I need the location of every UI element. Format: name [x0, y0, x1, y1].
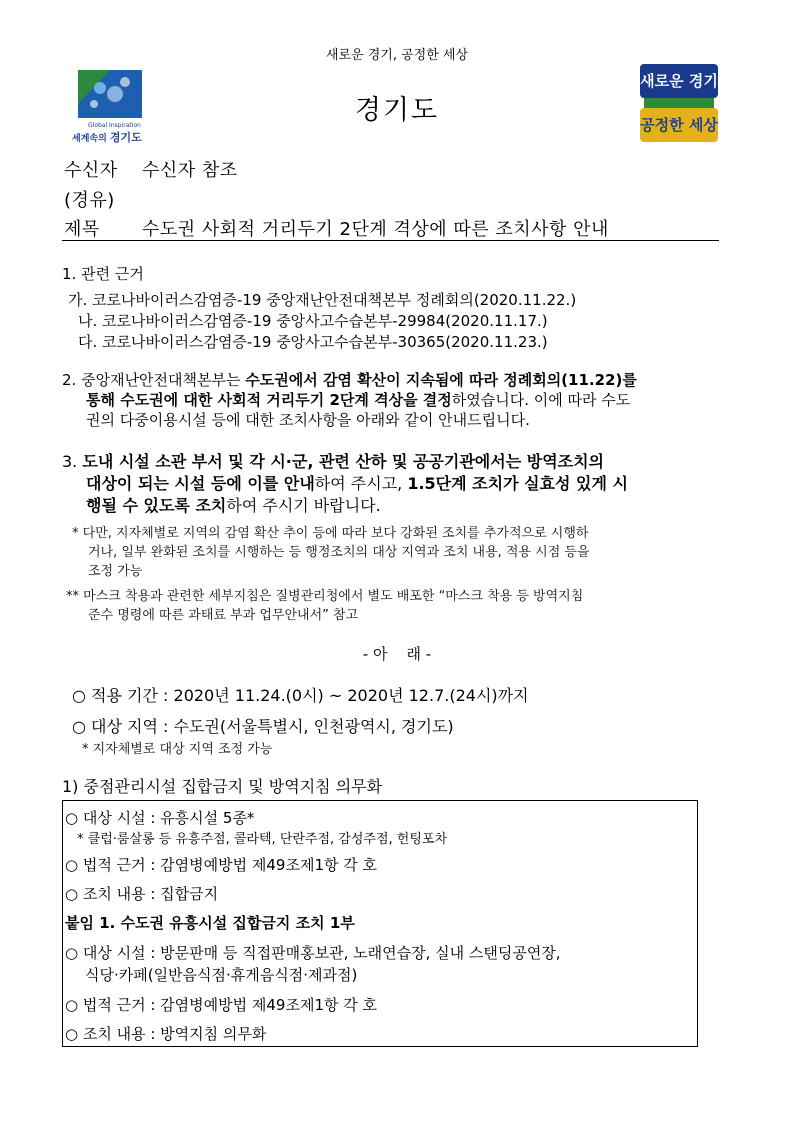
- section2-line2: 통해 수도권에 대한 사회적 거리두기 2단계 격상을 결정하였습니다. 이에 따라 수도: [86, 391, 631, 409]
- section3-line2: 대상이 되는 시설 등에 이를 안내하여 주시고, 1.5단계 조치가 실효성 있게 시: [86, 474, 628, 493]
- section1-item-a: 가. 코로나바이러스감염증-19 중앙재난안전대책본부 정례회의(2020.11.22.): [68, 291, 577, 309]
- box-target-facility-2: ○ 대상 시설 : 방문판매 등 직접판매홍보관, 노래연습장, 실내 스탠딩공연장,: [65, 944, 561, 962]
- section3-line1: 3. 도내 시설 소관 부서 및 각 시·군, 관련 산하 및 공공기관에서는 방역조치의: [62, 452, 605, 471]
- section1-heading: 1. 관련 근거: [62, 265, 144, 283]
- section3-note2-line2: 준수 명령에 따른 과태료 부과 업무안내서” 참고: [88, 608, 359, 623]
- box-target-facility-2-cont: 식당·카페(일반음식점·휴게음식점·제과점): [85, 966, 358, 984]
- subject-label: 제목: [64, 219, 100, 240]
- logo-left-en: Global Inspiration: [88, 122, 141, 129]
- apply-period: ○ 적용 기간 : 2020년 11.24.(0시) ~ 2020년 12.7.(24시)까지: [72, 686, 529, 705]
- section2-line3: 권의 다중이용시설 등에 대한 조치사항을 아래와 같이 안내드립니다.: [86, 411, 530, 429]
- via-label: (경유): [64, 190, 115, 211]
- header-divider: [62, 240, 719, 241]
- organization-name: 경기도: [354, 95, 440, 126]
- section1-item-b: 나. 코로나바이러스감염증-19 중앙사고수습본부-29984(2020.11.17.): [78, 312, 548, 330]
- logo-right-line2: 공정한 세상: [640, 108, 718, 142]
- recipient-row: [64, 156, 238, 182]
- box-measure-2: ○ 조치 내용 : 방역지침 의무화: [65, 1025, 267, 1043]
- box-attachment: 붙임 1. 수도권 유흥시설 집합금지 조치 1부: [65, 914, 355, 932]
- logo-left-ko-name: 경기도: [109, 131, 142, 144]
- logo-right-line1: 새로운 경기: [640, 64, 718, 98]
- box-legal-basis-2: ○ 법적 근거 : 감염병예방법 제49조제1항 각 호: [65, 996, 377, 1014]
- subject-row: [64, 215, 609, 241]
- recipient-label: 수신자: [64, 160, 118, 181]
- box-target-facility-1: ○ 대상 시설 : 유흥시설 5종*: [65, 809, 255, 827]
- box-measure-1: ○ 조치 내용 : 집합금지: [65, 885, 219, 903]
- section3-note1-line1: * 다만, 지자체별로 지역의 감염 확산 추이 등에 따라 보다 강화된 조치를 추가적으로 시행하: [72, 526, 589, 541]
- section3-line3: 행될 수 있도록 조치하여 주시기 바랍니다.: [86, 496, 381, 515]
- below-marker: - 아 래 -: [362, 645, 432, 663]
- via-row: [64, 186, 115, 212]
- box-legal-basis-1: ○ 법적 근거 : 감염병예방법 제49조제1항 각 호: [65, 856, 377, 874]
- target-region-note: * 지자체별로 대상 지역 조정 가능: [82, 742, 273, 757]
- logo-left-ko-prefix: 세계속의: [72, 134, 107, 144]
- measures-box: [62, 800, 698, 1047]
- subsection1-heading: 1) 중점관리시설 집합금지 및 방역지침 의무화: [62, 777, 383, 796]
- section1-item-c: 다. 코로나바이러스감염증-19 중앙사고수습본부-30365(2020.11.23.): [78, 333, 548, 351]
- new-gyeonggi-logo: [640, 64, 718, 142]
- target-region: ○ 대상 지역 : 수도권(서울특별시, 인천광역시, 경기도): [72, 717, 454, 736]
- slogan: 새로운 경기, 공정한 세상: [325, 48, 469, 63]
- subject-value: 수도권 사회적 거리두기 2단계 격상에 따른 조치사항 안내: [142, 219, 609, 240]
- section3-note1-line3: 조정 가능: [88, 564, 143, 579]
- box-target-facility-1-note: * 클럽·룸살롱 등 유흥주점, 콜라텍, 단란주점, 감성주점, 헌팅포차: [77, 832, 448, 847]
- section2-line1: 2. 중앙재난안전대책본부는 수도권에서 감염 확산이 지속됨에 따라 정례회의(11.22)를: [62, 371, 637, 389]
- section3-note2-line1: ** 마스크 착용과 관련한 세부지침은 질병관리청에서 별도 배포한 “마스크 착용 등 방역지침: [66, 589, 584, 604]
- section3-note1-line2: 거나, 일부 완화된 조치를 시행하는 등 행정조치의 대상 지역과 조치 내용, 적용 시점 등을: [88, 545, 590, 560]
- recipient-value: 수신자 참조: [142, 160, 238, 181]
